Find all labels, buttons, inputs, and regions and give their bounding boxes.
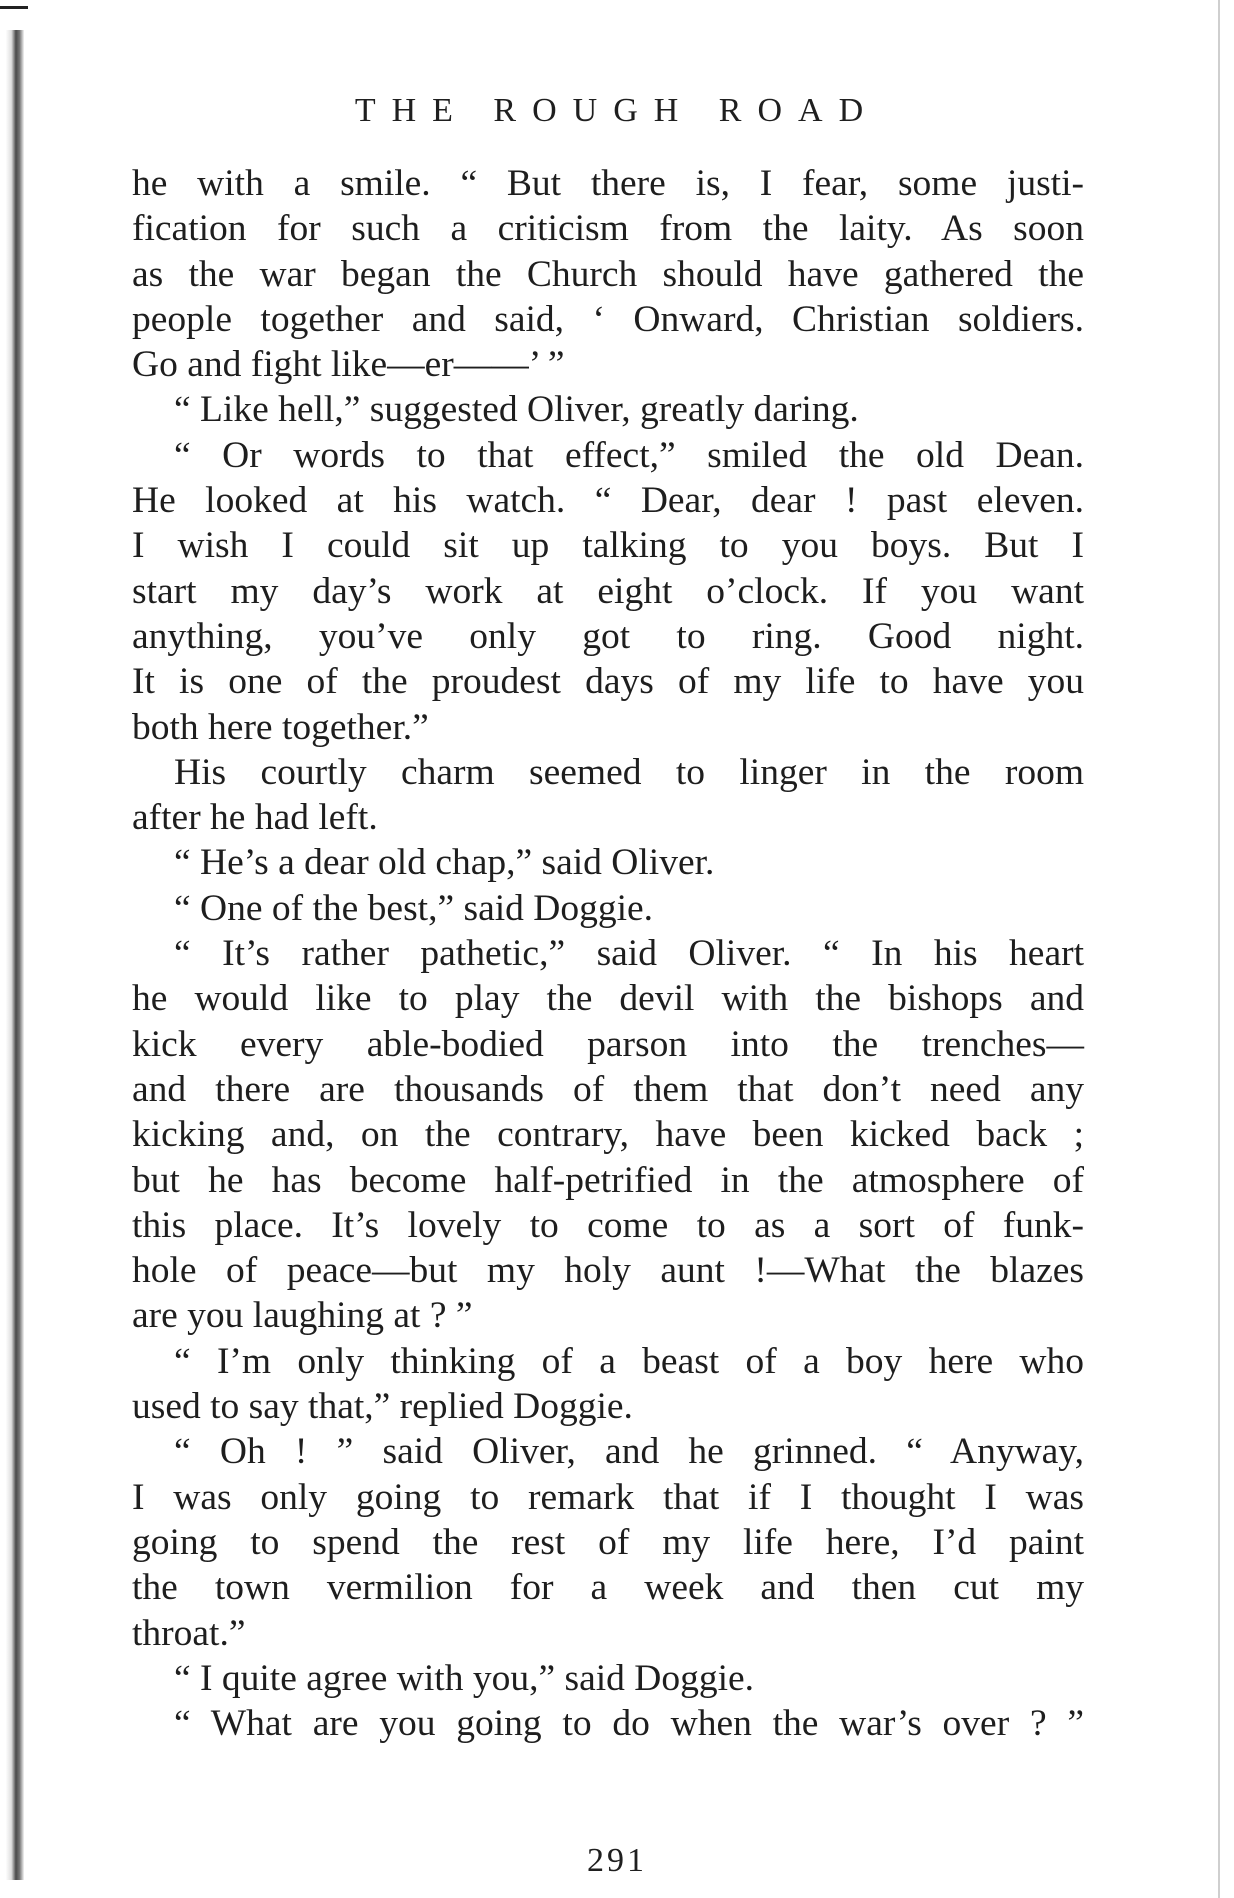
text-line: “ I quite agree with you,” said Doggie. [174,1657,755,1699]
body-text [132,161,1084,1746]
text-line: both here together.” [132,706,429,748]
text-line: and there are thousands of them that don’t need any [132,1068,1084,1110]
text-line: kicking and, on the contrary, have been kicked back ; [132,1114,1084,1156]
text-line: “ One of the best,” said Doggie. [174,887,654,929]
text-line: It is one of the proudest days of my life to have you [132,661,1084,703]
text-line: “ He’s a dear old chap,” said Oliver. [174,842,715,884]
text-line: he with a smile. “ But there is, I fear, some justi- [132,163,1084,204]
text-line: used to say that,” replied Doggie. [132,1386,633,1428]
text-line: I wish I could sit up talking to you boys. But I [132,525,1084,567]
text-line: Go and fight like—er——’ ” [132,344,565,386]
page-number: 291 [587,1842,647,1879]
text-line: kick every able-bodied parson into the trenches— [132,1023,1084,1065]
text-line: “ Like hell,” suggested Oliver, greatly daring. [174,389,859,431]
text-line: this place. It’s lovely to come to as a sort of funk- [132,1204,1084,1246]
text-line: fication for such a criticism from the laity. As soon [132,208,1084,250]
text-line: throat.” [132,1612,246,1654]
text-line: he would like to play the devil with the bishops and [132,978,1084,1020]
text-line: “ Or words to that effect,” smiled the old Dean. [174,434,1084,476]
text-line: “ I’m only thinking of a beast of a boy here who [174,1340,1084,1382]
text-line: hole of peace—but my holy aunt !—What the blazes [132,1250,1084,1292]
text-line: His courtly charm seemed to linger in the room [174,751,1084,793]
text-line: anything, you’ve only got to ring. Good night. [132,615,1084,657]
text-line: after he had left. [132,797,378,839]
text-line: going to spend the rest of my life here, I’d paint [132,1521,1084,1563]
text-line: I was only going to remark that if I thought I was [132,1476,1084,1518]
running-head: THE ROUGH ROAD [354,92,880,129]
text-line: people together and said, ‘ Onward, Christian soldiers. [132,298,1084,340]
text-line: as the war began the Church should have gathered the [132,253,1084,295]
text-line: “ Oh ! ” said Oliver, and he grinned. “ Anyway, [174,1431,1084,1473]
binding-corner-mark [0,6,28,9]
text-line: but he has become half-petrified in the atmosphere of [132,1159,1084,1201]
text-line: He looked at his watch. “ Dear, dear ! past eleven. [132,480,1084,522]
text-line: “ It’s rather pathetic,” said Oliver. “ In his heart [174,933,1084,975]
binding-edge-shadow [6,30,24,1880]
page-right-edge [1218,0,1220,1898]
text-line: the town vermilion for a week and then cut my [132,1567,1084,1609]
text-line: are you laughing at ? ” [132,1295,473,1337]
text-line: start my day’s work at eight o’clock. If you want [132,570,1084,612]
text-line: “ What are you going to do when the war’s over ? ” [174,1703,1084,1745]
